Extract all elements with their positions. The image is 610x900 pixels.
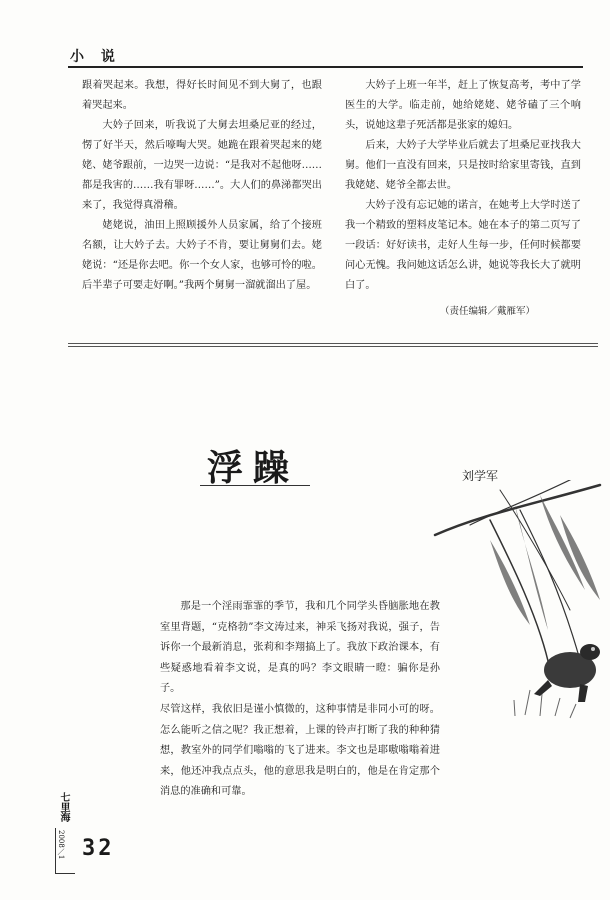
story1-paragraph: 后来，大妗子大学毕业后就去了坦桑尼亚找我大舅。他们一直没有回来，只是按时给家里寄钱，直到我姥姥、姥爷全都去世。 [345,140,581,191]
editor-credit: （责任编辑／戴雁军） [440,306,536,317]
story-title: 浮躁 [207,448,300,489]
ink-painting-illustration [430,480,605,730]
title-underline [200,485,310,486]
story1-paragraph: 姥姥说，油田上照顾援外人员家属，给了个接班名额，让大妗子去。大妗子不肯，要让舅舅们去。姥姥说：“还是你去吧。你一个女人家，也够可怜的啦。后半辈子可要走好啊。”我两个舅舅一溜就溜出了屋。 [82,220,322,291]
story2-paragraph: 尽管这样，我依旧是谨小慎微的，这种事情是非同小可的呀。怎么能听之信之呢？我正想着，上课的铃声打断了我的种种猜想，教室外的同学们嗡嗡的飞了进来。李文也是耶嗷嗡嗡着进来，他还冲我点点头，他的意思我是明白的，他是在肯定那个消息的准确和可靠。 [160,703,440,798]
story1-paragraph: 大妗子没有忘记她的诺言，在她考上大学时送了我一个精致的塑料皮笔记本。她在本子的第二页写了一段话：好好读书，走好人生每一步，任何时候都要问心无愧。我问她这话怎么讲，她说等我长大了就明白了。 [345,200,581,291]
page-number: 32 [82,836,115,861]
section-divider-bottom [68,346,598,347]
frog-icon [534,644,600,702]
footer-rule-vertical [55,828,56,874]
reed-stalk [435,485,600,535]
story1-paragraph: 跟着哭起来。我想，得好长时间见不到大舅了，也跟着哭起来。 [82,80,322,111]
author-name: 刘学军 [462,469,499,483]
section-label: 小 说 [70,49,121,65]
story1-left-column [82,76,322,296]
story1-right-column [345,76,581,296]
footer-rule-horizontal [55,873,75,874]
story2-paragraph: 那是一个淫雨霏霏的季节，我和几个同学头昏脑胀地在教室里背题，“克格勃”李文涛过来，神采飞扬对我说，强子，告诉你一个最新消息，张莉和李翔搞上了。我放下政治课本，有些疑惑地看着李文说，是真的吗？李文眼睛一瞪：骗你是孙子。 [160,601,440,695]
section-divider-top [68,343,598,344]
story1-paragraph: 大妗子回来，听我说了大舅去坦桑尼亚的经过，愣了好半天，然后嚎啕大哭。她跪在跟着哭起来的姥姥、姥爷跟前，一边哭一边说：“是我对不起他呀……都是我害的……我有罪呀……”。大人们的鼻涕都哭出来了，我觉得真滑稽。 [82,120,322,211]
grass-strokes [514,690,576,718]
story2-body [160,597,440,803]
issue-label: 2008／1 [57,830,65,860]
header-rule [68,66,583,68]
story1-paragraph: 大妗子上班一年半，赶上了恢复高考，考中了学医生的大学。临走前，她给姥姥、姥爷磕了三个响头，说她这辈子死活都是张家的媳妇。 [345,80,581,131]
magazine-name: 七里海 [58,792,69,822]
